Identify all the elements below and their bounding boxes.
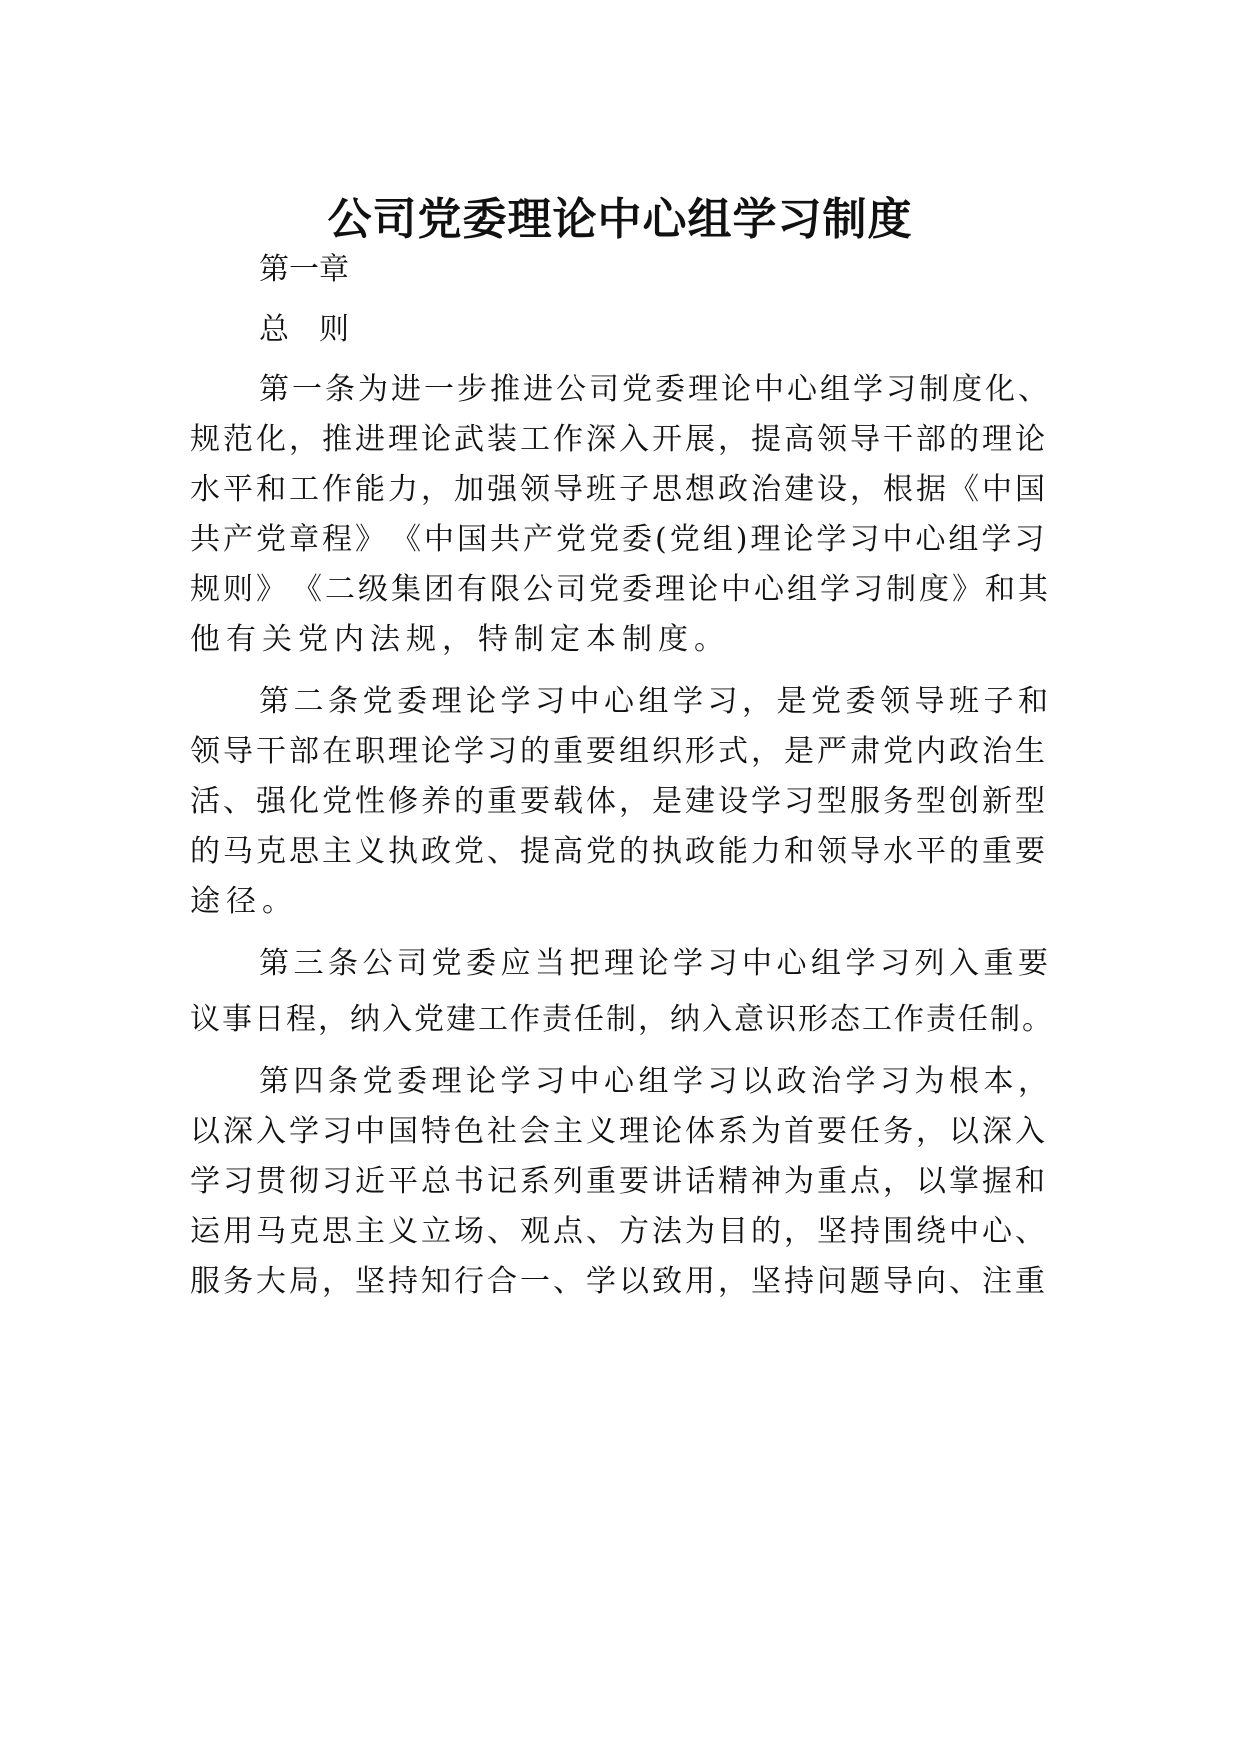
chapter-number: 第一章 [259, 252, 349, 287]
article-1-line-3: 水平和工作能力，加强领导班子思想政治建设，根据《中国 [190, 472, 1048, 507]
chapter-title: 总 则 [259, 312, 349, 347]
article-4-line-1: 第四条党委理论学习中心组学习以政治学习为根本， [259, 1064, 1053, 1099]
article-4-line-5: 服务大局，坚持知行合一、学以致用，坚持问题导向、注重 [190, 1264, 1048, 1299]
article-1-line-2: 规范化，推进理论武装工作深入开展，提高领导干部的理论 [190, 422, 1048, 457]
article-1-line-4: 共产党章程》 《中国共产党党委(党组)理论学习中心组学习 [190, 522, 1048, 557]
article-2-line-5: 途径。 [190, 884, 298, 919]
article-1-line-1: 第一条为进一步推进公司党委理论中心组学习制度化、 [259, 372, 1051, 407]
article-3-line-1: 第三条公司党委应当把理论学习中心组学习列入重要 [259, 946, 1053, 981]
article-2-line-1: 第二条党委理论学习中心组学习，是党委领导班子和 [259, 684, 1053, 719]
article-2-line-3: 活、强化党性修养的重要载体，是建设学习型服务型创新型 [190, 784, 1048, 819]
article-4-line-2: 以深入学习中国特色社会主义理论体系为首要任务，以深入 [190, 1114, 1048, 1149]
article-2-line-4: 的马克思主义执政党、提高党的执政能力和领导水平的重要 [190, 834, 1048, 869]
article-1-line-5: 规则》 《二级集团有限公司党委理论中心组学习制度》和其 [190, 572, 1051, 607]
article-1-line-6: 他有关党内法规，特制定本制度。 [190, 622, 730, 657]
article-2-line-2: 领导干部在职理论学习的重要组织形式，是严肃党内政治生 [190, 734, 1048, 769]
article-4-line-3: 学习贯彻习近平总书记系列重要讲话精神为重点，以掌握和 [190, 1164, 1048, 1199]
document-title: 公司党委理论中心组学习制度 [327, 194, 913, 245]
article-4-line-4: 运用马克思主义立场、观点、方法为目的，坚持围绕中心、 [190, 1214, 1048, 1249]
article-3-line-2: 议事日程，纳入党建工作责任制，纳入意识形态工作责任制。 [190, 1002, 1054, 1037]
